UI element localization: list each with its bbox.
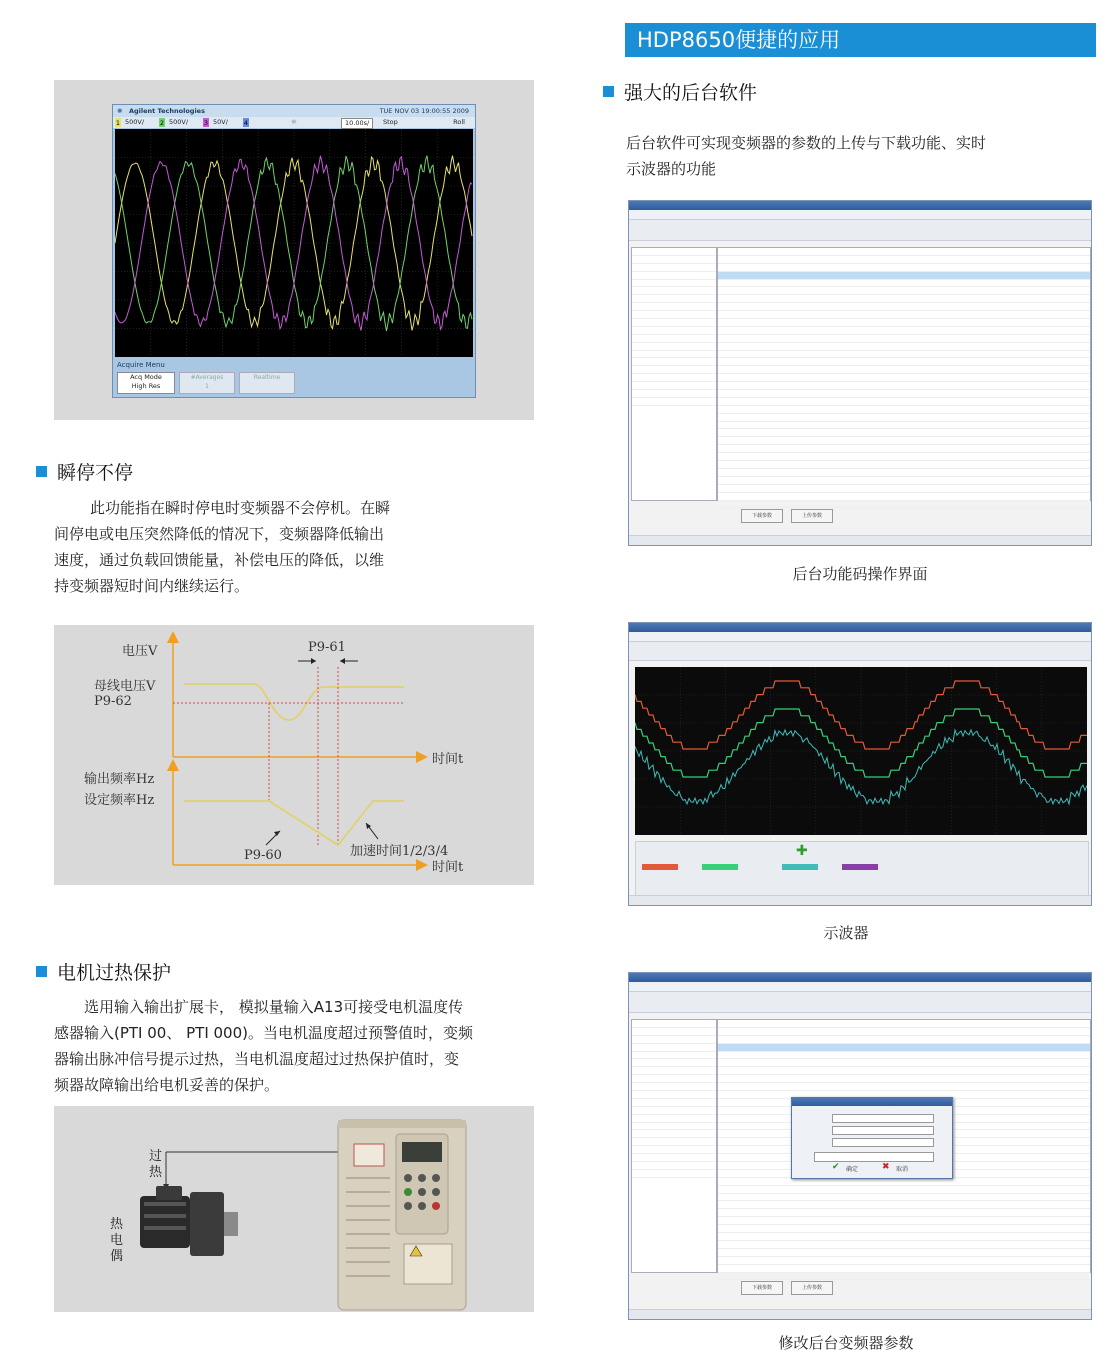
- diagram-p960: P9-60: [244, 848, 282, 863]
- software-waveform: [635, 667, 1087, 835]
- inverter-unit-icon: [338, 1120, 466, 1310]
- software-description: 后台软件可实现变频器的参数的上传与下载功能、实时 示波器的功能: [626, 134, 987, 178]
- section-title-overheat: 电机过热保护: [36, 958, 171, 985]
- diagram-voltage-label: 电压V: [122, 644, 158, 659]
- upload-params-button[interactable]: 上传参数: [791, 509, 833, 523]
- diagram-p962: P9-62: [94, 694, 132, 709]
- channel-2-badge: 2: [159, 119, 165, 127]
- download-params-button[interactable]: 下载参数: [741, 509, 783, 523]
- powerloss-description: 此功能指在瞬时停电时变频器不会停机。在瞬 间停电或电压突然降低的情况下，变频器降低输出 速度，通过负载回馈能量，补偿电压的降低，以维 持变频器短时间内继续运行。: [54, 499, 391, 595]
- label-overheat-2: 热: [149, 1165, 163, 1180]
- oscilloscope-window: [628, 622, 1092, 906]
- channel-1-badge: 1: [115, 119, 121, 127]
- acq-mode-status: Roll: [453, 118, 465, 126]
- upload-params-button-2[interactable]: 上传参数: [791, 1281, 833, 1295]
- label-thermo-1: 热: [110, 1217, 124, 1232]
- sun-icon: ✺: [117, 107, 123, 115]
- diagram-time-axis-2: 时间t: [432, 860, 464, 875]
- diagram-output-freq-label: 输出频率Hz: [84, 772, 155, 787]
- label-overheat-1: 过: [149, 1149, 163, 1164]
- label-thermo-2: 电: [110, 1233, 124, 1248]
- diagram-bus-voltage-label: 母线电压V: [94, 679, 156, 694]
- dialog-cancel-button[interactable]: 取消: [896, 1166, 909, 1173]
- bullet-square-icon: [36, 966, 47, 977]
- softkey-realtime[interactable]: Realtime: [239, 372, 295, 394]
- motor-inverter-illustration: [54, 1106, 534, 1312]
- servo-motor-icon: [140, 1186, 238, 1256]
- trigger-icon: ☼: [291, 118, 297, 126]
- channel-4-badge: 4: [243, 119, 249, 127]
- section-title-software: 强大的后台软件: [603, 78, 757, 105]
- download-params-button-2[interactable]: 下载参数: [741, 1281, 783, 1295]
- page-banner: HDP8650便捷的应用: [625, 23, 1096, 57]
- timebase: 10.00s/: [341, 118, 373, 129]
- channel-3-badge: 3: [203, 119, 209, 127]
- overheat-description: 选用输入输出扩展卡， 模拟量输入A13可接受电机温度传 感器输入(PTI 00、 PTI 000)。当电机温度超过预警值时，变频 器输出脉冲信号提示过热，当电机温度超过过热保护值时，变 频器故障输出给电机妥善的保护。: [54, 998, 473, 1094]
- channel-1-scale: 500V/: [125, 118, 145, 126]
- dialog-ok-button[interactable]: 确定: [846, 1166, 859, 1173]
- run-state: Stop: [383, 118, 398, 126]
- channel-2-scale: 500V/: [169, 118, 189, 126]
- add-channel-icon[interactable]: ✚: [796, 843, 808, 859]
- channel-3-scale: 50V/: [213, 118, 228, 126]
- scope-waveform: [115, 129, 473, 357]
- diagram-set-freq-label: 设定频率Hz: [84, 793, 155, 808]
- softkey-acq-mode[interactable]: Acq Mode High Res: [117, 372, 175, 394]
- caption-oscilloscope: 示波器: [823, 924, 869, 942]
- function-code-window: [628, 200, 1092, 546]
- softkey-averages[interactable]: #Averages 1: [179, 372, 235, 394]
- dialog-ok-check-icon[interactable]: ✔: [832, 1162, 840, 1172]
- section-title-powerloss: 瞬停不停: [36, 458, 133, 485]
- diagram-p961: P9-61: [308, 640, 346, 655]
- label-thermo-3: 偶: [110, 1249, 124, 1264]
- acquire-menu-title: Acquire Menu: [117, 361, 165, 369]
- diagram-time-axis-1: 时间t: [432, 752, 464, 767]
- bullet-square-icon: [603, 86, 614, 97]
- scope-channel-bar: [113, 117, 475, 128]
- bullet-square-icon: [36, 466, 47, 477]
- caption-modify: 修改后台变频器参数: [778, 1334, 914, 1352]
- parameter-tree: [631, 247, 717, 501]
- diagram-accel-label: 加速时间1/2/3/4: [350, 844, 449, 859]
- powerloss-diagram: [54, 625, 534, 885]
- caption-function-code: 后台功能码操作界面: [792, 565, 928, 583]
- dialog-cancel-icon[interactable]: ✖: [882, 1162, 890, 1172]
- scope-brand: Agilent Technologies: [129, 107, 205, 115]
- oscilloscope-screen: [112, 104, 476, 398]
- scope-datetime: TUE NOV 03 19:00:55 2009: [379, 107, 469, 115]
- modify-param-window: [628, 972, 1092, 1320]
- parameter-grid: [717, 247, 1091, 501]
- modify-param-dialog: [791, 1097, 953, 1179]
